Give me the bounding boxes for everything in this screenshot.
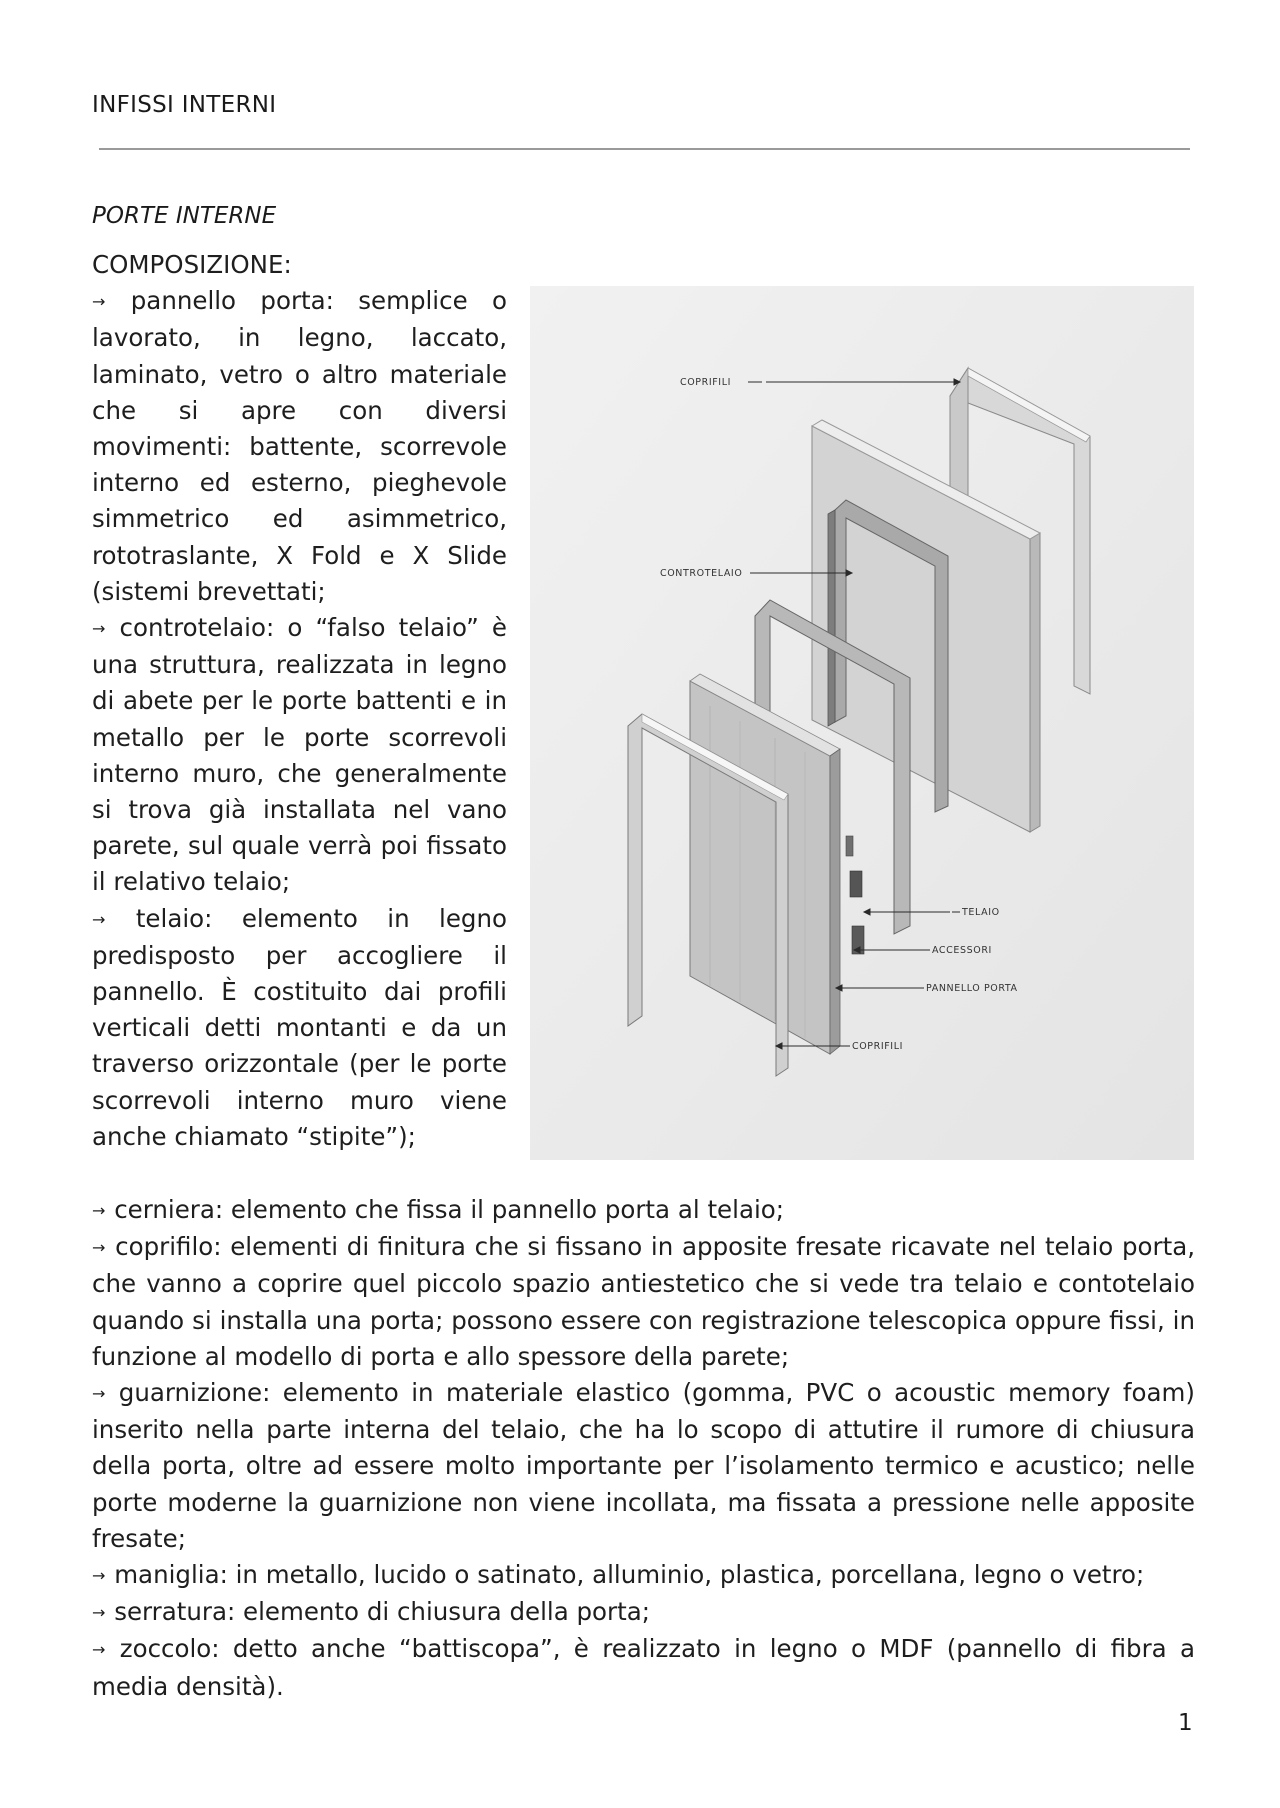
label-coprifili-top: COPRIFILI xyxy=(680,377,732,388)
arrow-icon: → xyxy=(92,1238,106,1258)
arrow-icon: → xyxy=(92,1603,106,1623)
list-item-text: pannello porta: semplice o lavorato, in legno, laccato, laminato, vetro o altro materiale che si apre con diversi movimenti: battente, scorrevole interno ed esterno, pieghevole simmetrico ed asimmetrico, rototraslante, X Fold e X Slide (sistemi brevettati; xyxy=(92,286,507,606)
arrow-icon: → xyxy=(92,292,106,312)
list-item xyxy=(92,610,507,901)
list-item-text: coprifilo: elementi di finitura che si fissano in apposite fresate ricavate nel telaio porta, che vanno a coprire quel piccolo spazio antiestetico che si vede tra telaio e contotelaio quando si installa una porta; possono essere con registrazione telescopica oppure fissi, in funzione al modello di porta e allo spessore della parete; xyxy=(92,1232,1195,1371)
list-item-text: controtelaio: o “falso telaio” è una struttura, realizzata in legno di abete per le porte battenti e in metallo per le porte scorrevoli interno muro, che generalmente si trova già installata nel vano parete, sul quale verrà poi fissato il relativo telaio; xyxy=(92,613,507,897)
label-telaio: TELAIO xyxy=(962,907,1000,918)
arrow-icon: → xyxy=(92,1201,106,1220)
header-divider xyxy=(99,148,1190,150)
list-item xyxy=(92,1229,1195,1375)
list-item xyxy=(92,901,507,1155)
door-exploded-illustration xyxy=(530,286,1194,1160)
arrow-icon: → xyxy=(92,619,106,639)
section-title: PORTE INTERNE xyxy=(92,203,277,229)
list-item xyxy=(92,1594,1195,1631)
text-column-full xyxy=(92,1192,1195,1705)
text-column-narrow xyxy=(92,247,507,1155)
arrow-icon: → xyxy=(92,1640,106,1660)
label-controtelaio: CONTROTELAIO xyxy=(660,568,743,579)
list-item xyxy=(92,1631,1195,1704)
list-item-text: guarnizione: elemento in materiale elastico (gomma, PVC o acoustic memory foam) inserito nella parte interna del telaio, che ha lo scopo di attutire il rumore di chiusura della porta, oltre ad essere molto importante per l’isolamento termico e acustico; nelle porte moderne la guarnizione non viene incollata, ma fissata a pressione nelle apposite fresate; xyxy=(92,1378,1195,1553)
arrow-icon: → xyxy=(92,1384,106,1404)
header-title: INFISSI INTERNI xyxy=(92,92,277,118)
arrow-icon: → xyxy=(92,1566,106,1586)
label-pannello-porta: PANNELLO PORTA xyxy=(926,983,1018,994)
label-coprifili-bottom: COPRIFILI xyxy=(852,1041,904,1052)
list-item xyxy=(92,1192,1195,1229)
page-number: 1 xyxy=(1178,1710,1193,1736)
list-item-text: telaio: elemento in legno predisposto per accogliere il pannello. È costituito dai profili verticali detti montanti e da un traverso orizzontale (per le porte scorrevoli interno muro viene anche chiamato “stipite”); xyxy=(92,903,507,1151)
list-item-text: zoccolo: detto anche “battiscopa”, è realizzato in legno o MDF (pannello di fibra a media densità). xyxy=(92,1634,1195,1701)
label-accessori: ACCESSORI xyxy=(932,945,992,956)
arrow-icon: → xyxy=(92,909,106,929)
list-item xyxy=(92,1375,1195,1557)
list-item-text: serratura: elemento di chiusura della porta; xyxy=(114,1597,650,1627)
composition-heading: COMPOSIZIONE: xyxy=(92,250,292,279)
list-item-text: cerniera: elemento che fissa il pannello porta al telaio; xyxy=(114,1195,785,1224)
door-exploded-figure xyxy=(530,286,1194,1160)
list-item xyxy=(92,283,507,610)
list-item-text: maniglia: in metallo, lucido o satinato, alluminio, plastica, porcellana, legno o vetro; xyxy=(114,1560,1145,1590)
list-item xyxy=(92,1557,1195,1594)
